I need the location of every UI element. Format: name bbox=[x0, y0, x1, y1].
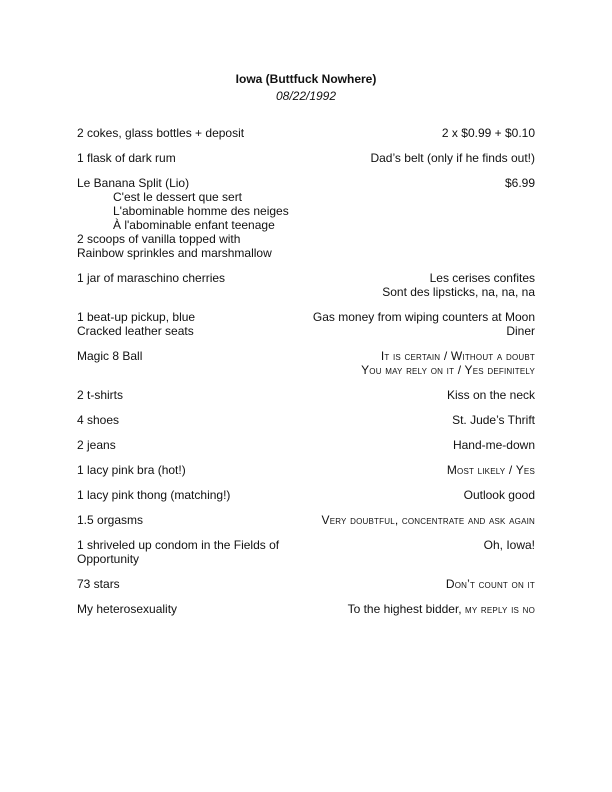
item-price: Outlook good bbox=[463, 488, 535, 502]
list-item bbox=[77, 463, 535, 477]
item-name: 1.5 orgasms bbox=[77, 513, 144, 527]
item-name: 1 beat-up pickup, blue bbox=[77, 310, 196, 324]
item-price: $6.99 bbox=[504, 176, 535, 190]
item-price: You may rely on it / Yes definitely bbox=[361, 363, 535, 377]
list-item bbox=[77, 438, 535, 452]
item-price: Very doubtful, concentrate and ask again bbox=[321, 513, 535, 527]
item-price: Gas money from wiping counters at Moon bbox=[312, 310, 535, 324]
item-price: Diner bbox=[506, 324, 535, 338]
item-name: 2 cokes, glass bottles + deposit bbox=[77, 126, 245, 140]
item-name: 1 lacy pink bra (hot!) bbox=[77, 463, 186, 477]
list-item bbox=[77, 388, 535, 402]
item-price: It is certain / Without a doubt bbox=[380, 349, 535, 363]
list-item bbox=[77, 577, 535, 591]
list-item bbox=[77, 126, 535, 140]
list-item bbox=[77, 271, 535, 299]
item-price: Don’t count on it bbox=[445, 577, 535, 591]
document-title: Iowa (Buttfuck Nowhere) bbox=[235, 72, 377, 86]
list-item bbox=[77, 310, 535, 338]
item-list bbox=[77, 126, 535, 627]
item-name: Opportunity bbox=[77, 552, 140, 566]
item-name: 1 jar of maraschino cherries bbox=[77, 271, 226, 285]
list-item bbox=[77, 413, 535, 427]
list-item bbox=[77, 538, 535, 566]
item-price: Dad’s belt (only if he finds out!) bbox=[370, 151, 535, 165]
item-description: Cracked leather seats bbox=[77, 324, 194, 338]
list-item bbox=[77, 513, 535, 527]
item-name: 1 flask of dark rum bbox=[77, 151, 176, 165]
item-price: Kiss on the neck bbox=[446, 388, 535, 402]
item-name: My heterosexuality bbox=[77, 602, 178, 616]
list-item bbox=[77, 151, 535, 165]
item-name: Le Banana Split (Lio) bbox=[77, 176, 190, 190]
lyric-line: L'abominable homme des neiges bbox=[113, 204, 289, 218]
item-price: Hand-me-down bbox=[452, 438, 535, 452]
item-name: 1 shriveled up condom in the Fields of bbox=[77, 538, 280, 552]
item-price-smallcaps: my reply is no bbox=[464, 602, 535, 616]
list-item bbox=[77, 602, 535, 616]
item-price: Sont des lipsticks, na, na, na bbox=[382, 285, 535, 299]
item-name: 73 stars bbox=[77, 577, 120, 591]
item-price: 2 x $0.99 + $0.10 bbox=[441, 126, 535, 140]
item-name: 2 jeans bbox=[77, 438, 116, 452]
item-price bbox=[301, 602, 535, 616]
item-price: Oh, Iowa! bbox=[483, 538, 535, 552]
document-date: 08/22/1992 bbox=[275, 89, 337, 103]
item-name: 2 t-shirts bbox=[77, 388, 124, 402]
item-name: Magic 8 Ball bbox=[77, 349, 143, 363]
list-item bbox=[77, 349, 535, 377]
item-name: 1 lacy pink thong (matching!) bbox=[77, 488, 231, 502]
item-price-plain: To the highest bidder, bbox=[347, 602, 465, 616]
item-description: Rainbow sprinkles and marshmallow bbox=[77, 246, 272, 260]
item-price: St. Jude’s Thrift bbox=[452, 413, 535, 427]
lyric-line: C'est le dessert que sert bbox=[113, 190, 243, 204]
lyric-line: À l'abominable enfant teenage bbox=[113, 218, 275, 232]
list-item bbox=[77, 176, 535, 260]
item-description: 2 scoops of vanilla topped with bbox=[77, 232, 241, 246]
list-item bbox=[77, 488, 535, 502]
item-price: Les cerises confites bbox=[429, 271, 535, 285]
item-price: Most likely / Yes bbox=[446, 463, 535, 477]
item-name: 4 shoes bbox=[77, 413, 120, 427]
